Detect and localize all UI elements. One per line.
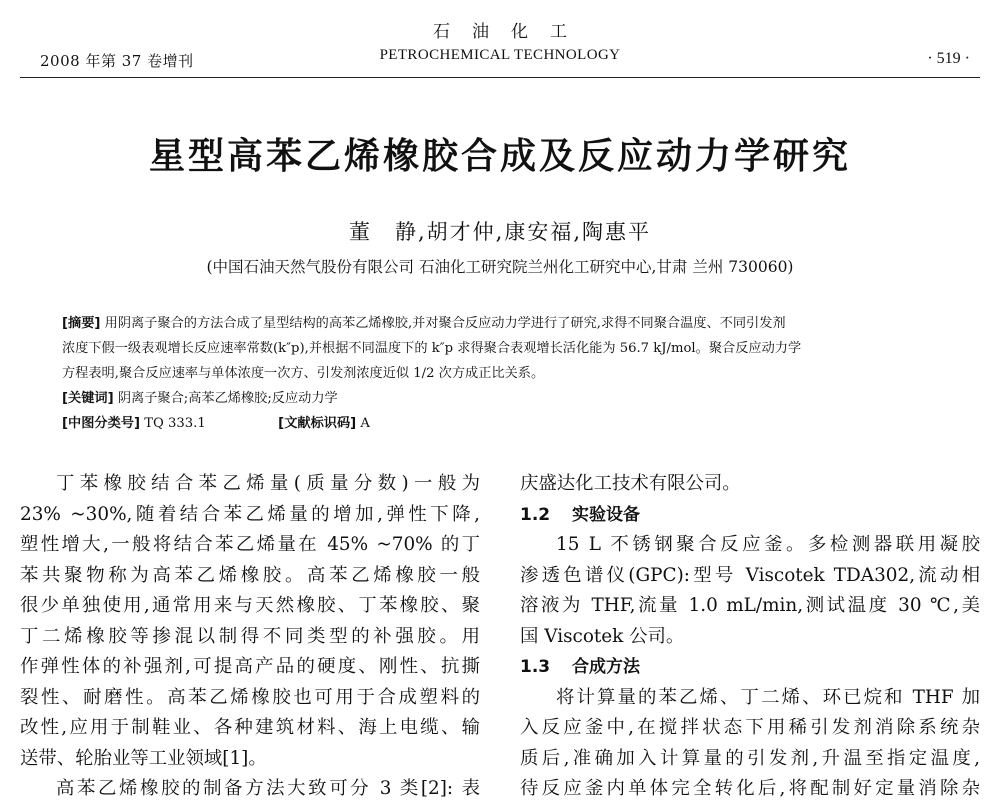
classification-line <box>62 411 942 436</box>
left-column <box>20 469 480 805</box>
body-line: 入反应釜中,在搅拌状态下用稀引发剂消除系统杂 <box>520 717 980 738</box>
section-number: 1.3 <box>520 657 551 677</box>
journal-issue: 2008 年第 37 卷增刊 <box>40 52 194 70</box>
paper-title: 星型高苯乙烯橡胶合成及反应动力学研究 <box>148 136 851 177</box>
body-line: 送带、轮胎业等工业领域[1]。 <box>20 747 267 769</box>
keywords-label: [关键词] <box>62 391 114 406</box>
body-line: 溶液为 THF,流量 1.0 mL/min,测试温度 30 ℃,美 <box>520 595 980 616</box>
clc-value: TQ 333.1 <box>144 416 206 431</box>
paper-affiliation: (中国石油天然气股份有限公司 石油化工研究院兰州化工研究中心,甘肃 兰州 730060) <box>206 258 794 276</box>
doc-code-label: [文献标识码] <box>278 416 357 431</box>
doc-code-value: A <box>360 416 370 431</box>
page-number: · 519 · <box>927 50 970 67</box>
body-line: 将计算量的苯乙烯、丁二烯、环已烷和 THF 加 <box>556 686 980 708</box>
body-line: 很少单独使用,通常用来与天然橡胶、丁苯橡胶、聚 <box>20 595 480 616</box>
abstract-text: 用阴离子聚合的方法合成了星型结构的高苯乙烯橡胶,并对聚合反应动力学进行了研究,求得不同聚合温度、不同引发剂 <box>104 316 786 331</box>
keywords-line <box>62 386 942 411</box>
section-heading-synthesis <box>520 652 980 683</box>
body-line: 作弹性体的补强剂,可提高产品的硬度、刚性、抗撕 <box>20 656 480 677</box>
journal-title-en: PETROCHEMICAL TECHNOLOGY <box>379 47 621 63</box>
header-divider <box>20 77 980 78</box>
abstract-line: 方程表明,聚合反应速率与单体浓度一次方、引发剂浓度近似 1/2 次方成正比关系。 <box>62 366 545 381</box>
section-number: 1.2 <box>520 504 551 525</box>
body-line: 裂性、耐磨性。高苯乙烯橡胶也可用于合成塑料的 <box>20 686 480 708</box>
body-line: 高苯乙烯橡胶的制备方法大致可分 3 类[2]: 表 <box>56 778 480 799</box>
body-line: 塑性增大,一般将结合苯乙烯量在 45% ~70% 的丁 <box>20 534 480 555</box>
section-heading-equipment <box>520 500 980 531</box>
paper-authors: 董 静,胡才仲,康安福,陶惠平 <box>348 220 652 244</box>
body-line: 庆盛达化工技术有限公司。 <box>520 473 741 494</box>
section-title: 实验设备 <box>572 504 640 525</box>
keywords-text: 阴离子聚合;高苯乙烯橡胶;反应动力学 <box>117 391 338 406</box>
body-line: 改性,应用于制鞋业、各种建筑材料、海上电缆、输 <box>20 717 480 738</box>
body-line: 国 Viscotek 公司。 <box>520 625 685 647</box>
journal-masthead <box>330 20 670 66</box>
right-column <box>520 469 980 805</box>
abstract-block <box>62 311 942 436</box>
abstract-label: [摘要] <box>62 316 101 331</box>
body-line: 23% ~30%,随着结合苯乙烯量的增加,弹性下降, <box>20 503 480 525</box>
section-title: 合成方法 <box>572 657 640 677</box>
body-line: 丁苯橡胶结合苯乙烯量(质量分数)一般为 <box>56 473 480 494</box>
body-line: 苯共聚物称为高苯乙烯橡胶。高苯乙烯橡胶一般 <box>20 564 480 586</box>
body-line: 待反应釜内单体完全转化后,将配制好定量消除杂 <box>520 778 980 799</box>
body-line: 丁二烯橡胶等掺混以制得不同类型的补强胶。用 <box>20 625 480 647</box>
body-line: 渗透色谱仪(GPC):型号 Viscotek TDA302,流动相 <box>520 564 980 586</box>
body-line: 15 L 不锈钢聚合反应釜。多检测器联用凝胶 <box>556 534 980 555</box>
clc-label: [中图分类号] <box>62 416 140 431</box>
body-line: 质后,准确加入计算量的引发剂,升温至指定温度, <box>520 747 980 769</box>
abstract-line: 浓度下假一级表观增长反应速率常数(k″p),并根据不同温度下的 k″p 求得聚合表观增长活化能为 56.7 kJ/mol。聚合反应动力学 <box>62 341 802 356</box>
journal-title-cn: 石油化工 <box>433 22 589 42</box>
abstract-line <box>62 311 942 336</box>
